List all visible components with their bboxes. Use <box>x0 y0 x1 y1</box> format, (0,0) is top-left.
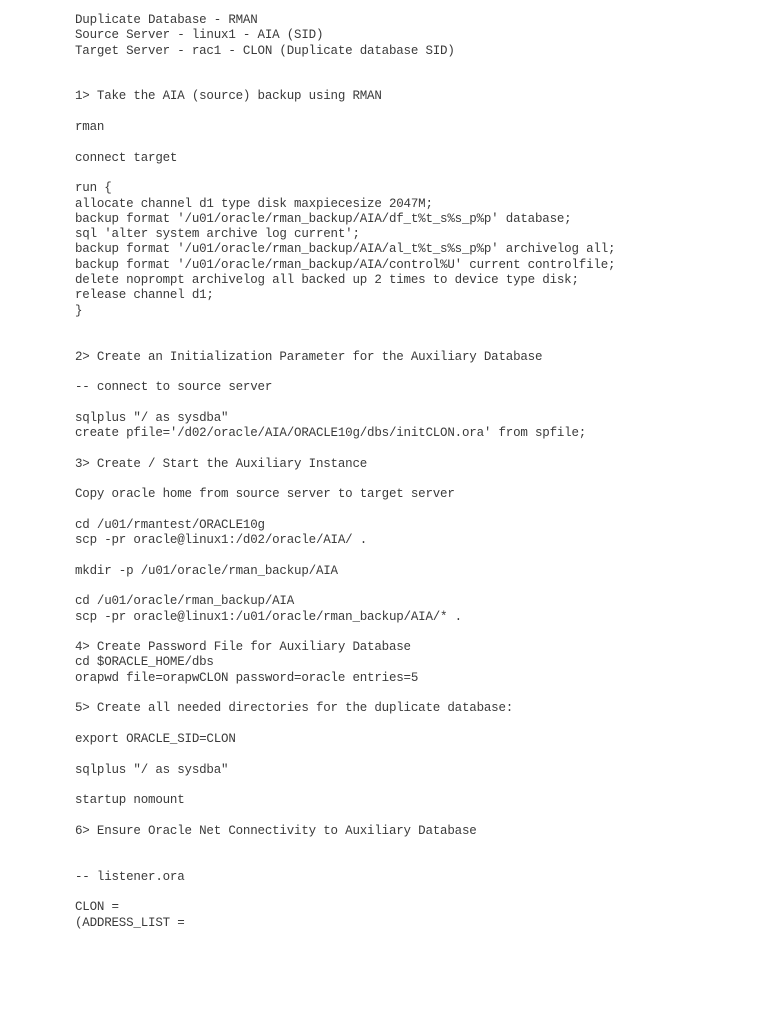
blank-line <box>75 808 755 823</box>
code-line: allocate channel d1 type disk maxpiecesize 2047M; <box>75 196 433 211</box>
code-line: scp -pr oracle@linux1:/u01/oracle/rman_backup/AIA/* . <box>75 609 462 624</box>
blank-line <box>75 319 755 334</box>
comment-line: -- listener.ora <box>75 869 185 884</box>
blank-line <box>75 579 755 594</box>
blank-line <box>75 166 755 181</box>
blank-line <box>75 74 755 89</box>
blank-line <box>75 472 755 487</box>
code-line: scp -pr oracle@linux1:/d02/oracle/AIA/ . <box>75 533 368 548</box>
blank-line <box>75 503 755 518</box>
doc-title: Duplicate Database - RMAN <box>75 13 258 27</box>
blank-line <box>75 334 755 349</box>
code-line: delete noprompt archivelog all backed up 2 times to device type disk; <box>75 273 579 288</box>
step-1-heading: 1> Take the AIA (source) backup using RMAN <box>75 89 382 104</box>
blank-line <box>75 778 755 793</box>
code-line: CLON = <box>75 900 119 915</box>
blank-line <box>75 717 755 732</box>
document-body <box>75 13 755 931</box>
blank-line <box>75 839 755 854</box>
code-line: cd /u01/oracle/rman_backup/AIA <box>75 594 295 609</box>
code-line: cd $ORACLE_HOME/dbs <box>75 655 214 670</box>
step-5-heading: 5> Create all needed directories for the duplicate database: <box>75 701 514 716</box>
code-line: cd /u01/rmantest/ORACLE10g <box>75 517 265 532</box>
blank-line <box>75 625 755 640</box>
blank-line <box>75 105 755 120</box>
blank-line <box>75 395 755 410</box>
blank-line <box>75 885 755 900</box>
blank-line <box>75 365 755 380</box>
blank-line <box>75 441 755 456</box>
code-line: orapwd file=orapwCLON password=oracle entries=5 <box>75 670 419 685</box>
blank-line <box>75 135 755 150</box>
code-line: connect target <box>75 150 178 165</box>
target-server-line: Target Server - rac1 - CLON (Duplicate database SID) <box>75 43 455 58</box>
code-line: export ORACLE_SID=CLON <box>75 731 236 746</box>
blank-line <box>75 59 755 74</box>
source-server-line: Source Server - linux1 - AIA (SID) <box>75 28 324 43</box>
code-line: sqlplus "/ as sysdba" <box>75 762 229 777</box>
code-line: } <box>75 303 83 318</box>
blank-line <box>75 747 755 762</box>
code-line: sql 'alter system archive log current'; <box>75 227 360 242</box>
code-line: sqlplus "/ as sysdba" <box>75 410 229 425</box>
step-6-heading: 6> Ensure Oracle Net Connectivity to Auxiliary Database <box>75 823 477 838</box>
blank-line <box>75 548 755 563</box>
code-line: backup format '/u01/oracle/rman_backup/AIA/df_t%t_s%s_p%p' database; <box>75 211 572 226</box>
code-line: startup nomount <box>75 793 185 808</box>
code-line: rman <box>75 120 105 135</box>
step-4-heading: 4> Create Password File for Auxiliary Database <box>75 640 411 655</box>
step-3-heading: 3> Create / Start the Auxiliary Instance <box>75 456 368 471</box>
code-line: backup format '/u01/oracle/rman_backup/AIA/control%U' current controlfile; <box>75 257 616 272</box>
code-line: (ADDRESS_LIST = <box>75 915 185 930</box>
step-2-heading: 2> Create an Initialization Parameter for the Auxiliary Database <box>75 349 543 364</box>
code-line: run { <box>75 181 112 196</box>
blank-line <box>75 686 755 701</box>
text-line: Copy oracle home from source server to target server <box>75 487 455 502</box>
code-line: release channel d1; <box>75 288 214 303</box>
blank-line <box>75 854 755 869</box>
code-line: backup format '/u01/oracle/rman_backup/AIA/al_t%t_s%s_p%p' archivelog all; <box>75 242 616 257</box>
code-line: mkdir -p /u01/oracle/rman_backup/AIA <box>75 563 338 578</box>
code-line: create pfile='/d02/oracle/AIA/ORACLE10g/dbs/initCLON.ora' from spfile; <box>75 426 587 441</box>
comment-line: -- connect to source server <box>75 380 273 395</box>
